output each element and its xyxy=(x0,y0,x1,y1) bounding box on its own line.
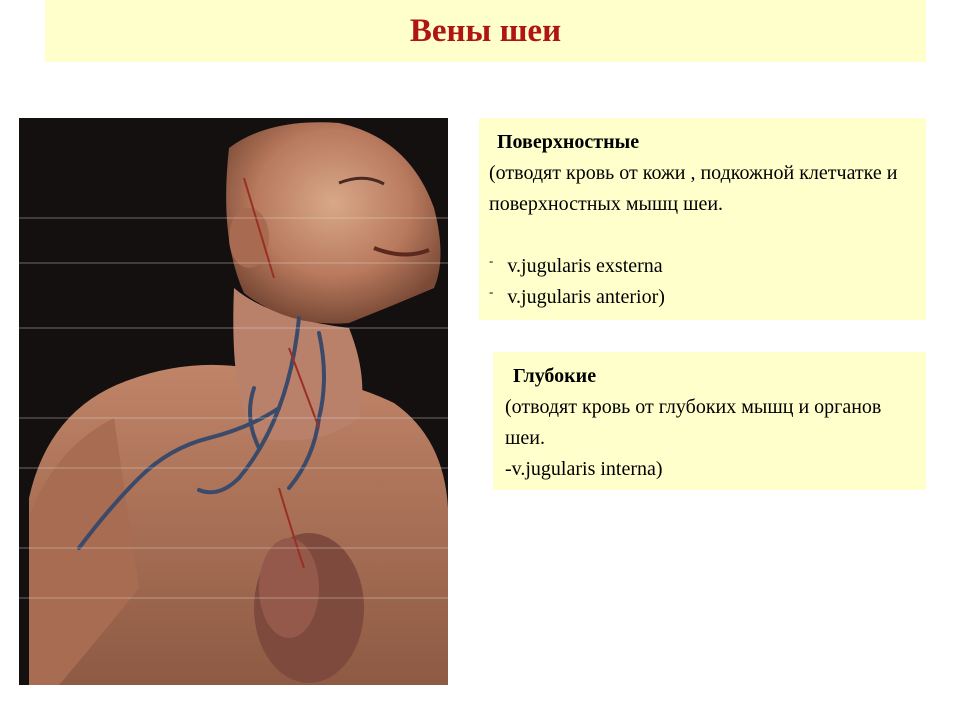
list-item xyxy=(489,251,663,282)
superficial-veins-box xyxy=(479,118,926,320)
superficial-description: (отводят кровь от кожи , подкожной клетчатке и поверхностных мышц шеи. xyxy=(489,162,898,215)
item-text: -v.jugularis interna) xyxy=(505,458,663,480)
list-item xyxy=(505,454,663,485)
deep-description: (отводят кровь от глубоких мышц и органов шеи. xyxy=(505,396,882,449)
item-text: v.jugularis anterior) xyxy=(507,286,665,308)
deep-heading: Глубокие xyxy=(513,365,597,387)
superficial-heading: Поверхностные xyxy=(497,131,640,153)
deep-veins-box xyxy=(493,352,926,490)
bullet: - xyxy=(489,253,494,268)
item-text: v.jugularis exsterna xyxy=(507,255,663,277)
list-item xyxy=(489,282,665,313)
bullet: - xyxy=(489,284,494,299)
dissection-illustration xyxy=(19,118,448,685)
title-bar xyxy=(45,0,926,62)
anatomy-photo xyxy=(19,118,448,685)
slide-title: Вены шеи xyxy=(409,12,562,49)
